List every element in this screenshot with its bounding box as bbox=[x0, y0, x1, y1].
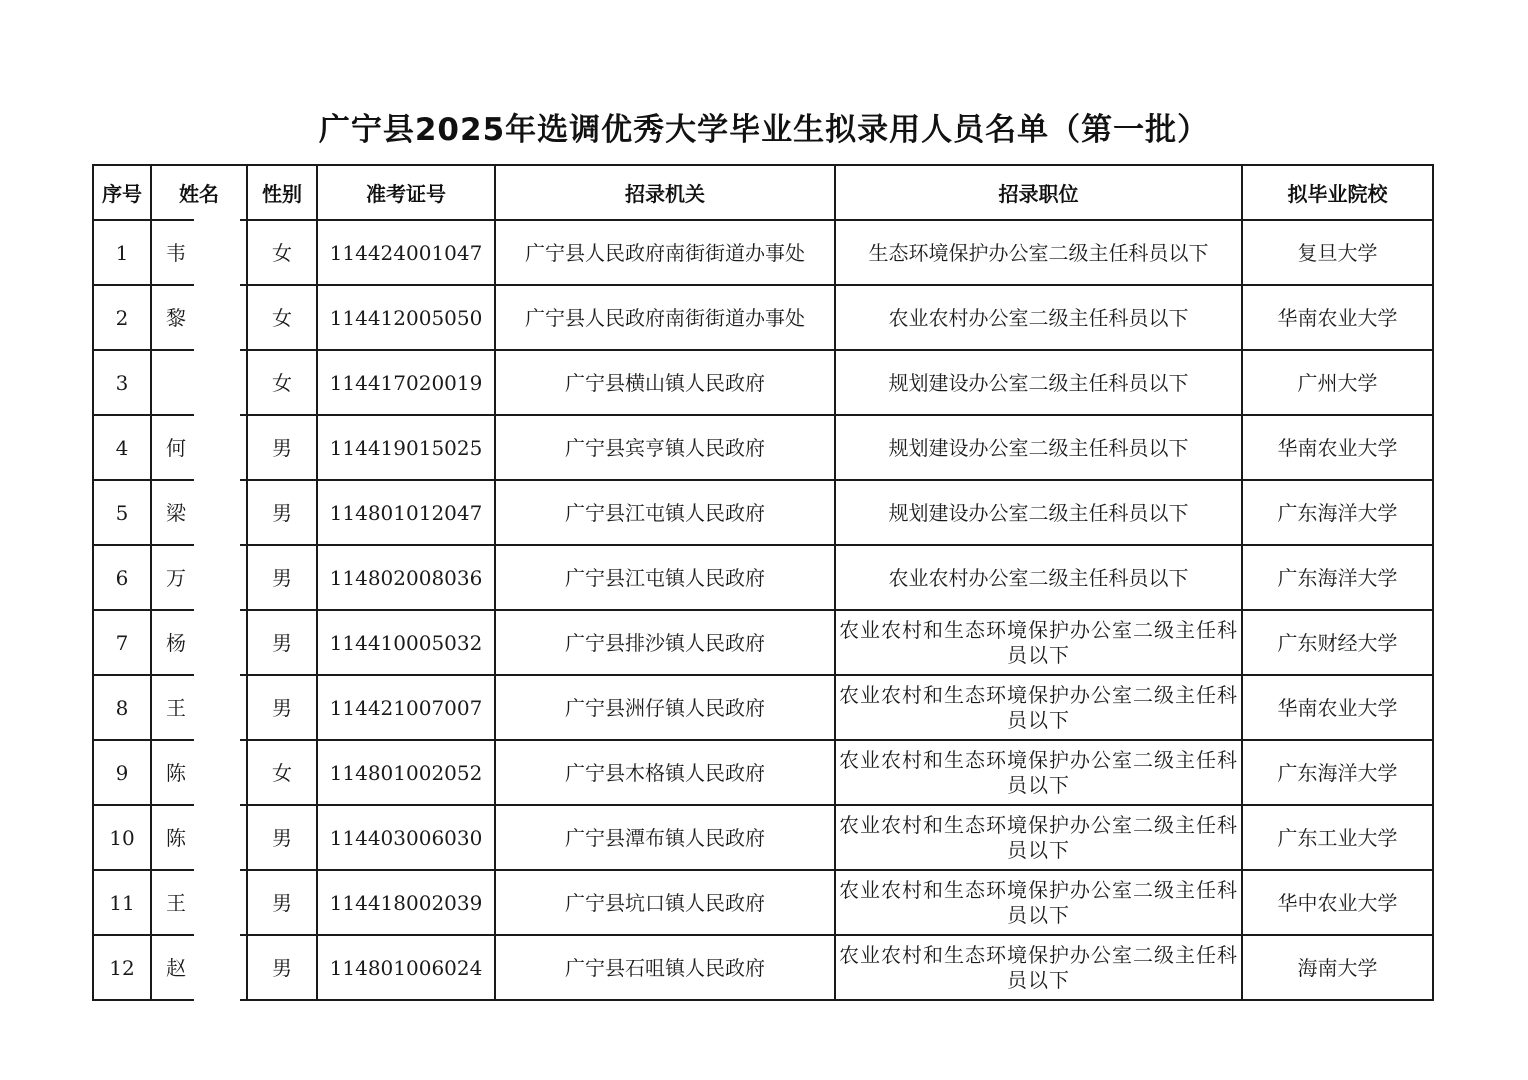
cell-exam-id: 114412005050 bbox=[317, 285, 495, 350]
cell-agency: 广宁县坑口镇人民政府 bbox=[495, 870, 835, 935]
cell-position: 农业农村和生态环境保护办公室二级主任科员以下 bbox=[835, 675, 1242, 740]
cell-index: 5 bbox=[93, 480, 151, 545]
table-row bbox=[93, 675, 1433, 740]
cell-position: 农业农村和生态环境保护办公室二级主任科员以下 bbox=[835, 610, 1242, 675]
cell-agency: 广宁县潭布镇人民政府 bbox=[495, 805, 835, 870]
cell-exam-id: 114424001047 bbox=[317, 220, 495, 285]
cell-name: 陈 bbox=[151, 805, 247, 870]
cell-agency: 广宁县石咀镇人民政府 bbox=[495, 935, 835, 1000]
cell-position: 农业农村和生态环境保护办公室二级主任科员以下 bbox=[835, 805, 1242, 870]
header-gender: 性别 bbox=[247, 165, 317, 220]
cell-exam-id: 114801006024 bbox=[317, 935, 495, 1000]
cell-exam-id: 114419015025 bbox=[317, 415, 495, 480]
cell-school: 广东海洋大学 bbox=[1242, 545, 1433, 610]
cell-agency: 广宁县人民政府南街街道办事处 bbox=[495, 285, 835, 350]
cell-gender: 女 bbox=[247, 350, 317, 415]
table-row bbox=[93, 350, 1433, 415]
cell-name: 赵 bbox=[151, 935, 247, 1000]
cell-agency: 广宁县洲仔镇人民政府 bbox=[495, 675, 835, 740]
header-agency: 招录机关 bbox=[495, 165, 835, 220]
cell-position: 规划建设办公室二级主任科员以下 bbox=[835, 480, 1242, 545]
table-row bbox=[93, 545, 1433, 610]
cell-index: 7 bbox=[93, 610, 151, 675]
cell-agency: 广宁县江屯镇人民政府 bbox=[495, 480, 835, 545]
cell-exam-id: 114801002052 bbox=[317, 740, 495, 805]
cell-name: 王 bbox=[151, 870, 247, 935]
cell-position: 农业农村办公室二级主任科员以下 bbox=[835, 545, 1242, 610]
header-index: 序号 bbox=[93, 165, 151, 220]
cell-school: 复旦大学 bbox=[1242, 220, 1433, 285]
cell-exam-id: 114801012047 bbox=[317, 480, 495, 545]
cell-gender: 男 bbox=[247, 415, 317, 480]
cell-index: 8 bbox=[93, 675, 151, 740]
cell-school: 广东财经大学 bbox=[1242, 610, 1433, 675]
cell-index: 12 bbox=[93, 935, 151, 1000]
cell-index: 10 bbox=[93, 805, 151, 870]
table-row bbox=[93, 870, 1433, 935]
cell-name: 陈 bbox=[151, 740, 247, 805]
cell-index: 9 bbox=[93, 740, 151, 805]
cell-name: 韦 bbox=[151, 220, 247, 285]
table-row bbox=[93, 805, 1433, 870]
cell-gender: 男 bbox=[247, 480, 317, 545]
cell-school: 海南大学 bbox=[1242, 935, 1433, 1000]
header-row bbox=[93, 165, 1433, 220]
cell-agency: 广宁县人民政府南街街道办事处 bbox=[495, 220, 835, 285]
table-row bbox=[93, 480, 1433, 545]
cell-exam-id: 114410005032 bbox=[317, 610, 495, 675]
table-row bbox=[93, 610, 1433, 675]
cell-gender: 女 bbox=[247, 285, 317, 350]
cell-school: 华南农业大学 bbox=[1242, 415, 1433, 480]
cell-school: 广州大学 bbox=[1242, 350, 1433, 415]
cell-name: 杨 bbox=[151, 610, 247, 675]
header-school: 拟毕业院校 bbox=[1242, 165, 1433, 220]
header-exam-id: 准考证号 bbox=[317, 165, 495, 220]
header-position: 招录职位 bbox=[835, 165, 1242, 220]
cell-position: 农业农村和生态环境保护办公室二级主任科员以下 bbox=[835, 740, 1242, 805]
cell-school: 华南农业大学 bbox=[1242, 675, 1433, 740]
cell-gender: 女 bbox=[247, 740, 317, 805]
cell-name: 王 bbox=[151, 675, 247, 740]
cell-position: 农业农村办公室二级主任科员以下 bbox=[835, 285, 1242, 350]
cell-school: 广东海洋大学 bbox=[1242, 740, 1433, 805]
cell-index: 4 bbox=[93, 415, 151, 480]
cell-gender: 男 bbox=[247, 610, 317, 675]
cell-position: 生态环境保护办公室二级主任科员以下 bbox=[835, 220, 1242, 285]
cell-school: 广东工业大学 bbox=[1242, 805, 1433, 870]
table-row bbox=[93, 220, 1433, 285]
cell-agency: 广宁县横山镇人民政府 bbox=[495, 350, 835, 415]
header-name: 姓名 bbox=[151, 165, 247, 220]
cell-exam-id: 114417020019 bbox=[317, 350, 495, 415]
cell-school: 广东海洋大学 bbox=[1242, 480, 1433, 545]
cell-gender: 男 bbox=[247, 870, 317, 935]
cell-name: 何 bbox=[151, 415, 247, 480]
cell-name: 黎 bbox=[151, 285, 247, 350]
cell-index: 2 bbox=[93, 285, 151, 350]
cell-school: 华中农业大学 bbox=[1242, 870, 1433, 935]
cell-exam-id: 114418002039 bbox=[317, 870, 495, 935]
name-redaction-strip bbox=[194, 219, 240, 1009]
cell-index: 6 bbox=[93, 545, 151, 610]
table-row bbox=[93, 415, 1433, 480]
cell-gender: 女 bbox=[247, 220, 317, 285]
cell-exam-id: 114403006030 bbox=[317, 805, 495, 870]
page-title: 广宁县2025年选调优秀大学毕业生拟录用人员名单（第一批） bbox=[318, 112, 1210, 148]
table-row bbox=[93, 740, 1433, 805]
table-row bbox=[93, 285, 1433, 350]
cell-agency: 广宁县木格镇人民政府 bbox=[495, 740, 835, 805]
cell-exam-id: 114421007007 bbox=[317, 675, 495, 740]
cell-gender: 男 bbox=[247, 675, 317, 740]
cell-agency: 广宁县排沙镇人民政府 bbox=[495, 610, 835, 675]
cell-index: 1 bbox=[93, 220, 151, 285]
cell-index: 3 bbox=[93, 350, 151, 415]
cell-gender: 男 bbox=[247, 545, 317, 610]
cell-position: 规划建设办公室二级主任科员以下 bbox=[835, 415, 1242, 480]
cell-agency: 广宁县江屯镇人民政府 bbox=[495, 545, 835, 610]
cell-exam-id: 114802008036 bbox=[317, 545, 495, 610]
cell-position: 农业农村和生态环境保护办公室二级主任科员以下 bbox=[835, 870, 1242, 935]
cell-index: 11 bbox=[93, 870, 151, 935]
cell-agency: 广宁县宾亨镇人民政府 bbox=[495, 415, 835, 480]
cell-position: 规划建设办公室二级主任科员以下 bbox=[835, 350, 1242, 415]
cell-gender: 男 bbox=[247, 805, 317, 870]
cell-name: 梁 bbox=[151, 480, 247, 545]
cell-name: 万 bbox=[151, 545, 247, 610]
cell-gender: 男 bbox=[247, 935, 317, 1000]
recruit-table bbox=[92, 164, 1434, 1001]
cell-school: 华南农业大学 bbox=[1242, 285, 1433, 350]
cell-position: 农业农村和生态环境保护办公室二级主任科员以下 bbox=[835, 935, 1242, 1000]
table-row bbox=[93, 935, 1433, 1000]
